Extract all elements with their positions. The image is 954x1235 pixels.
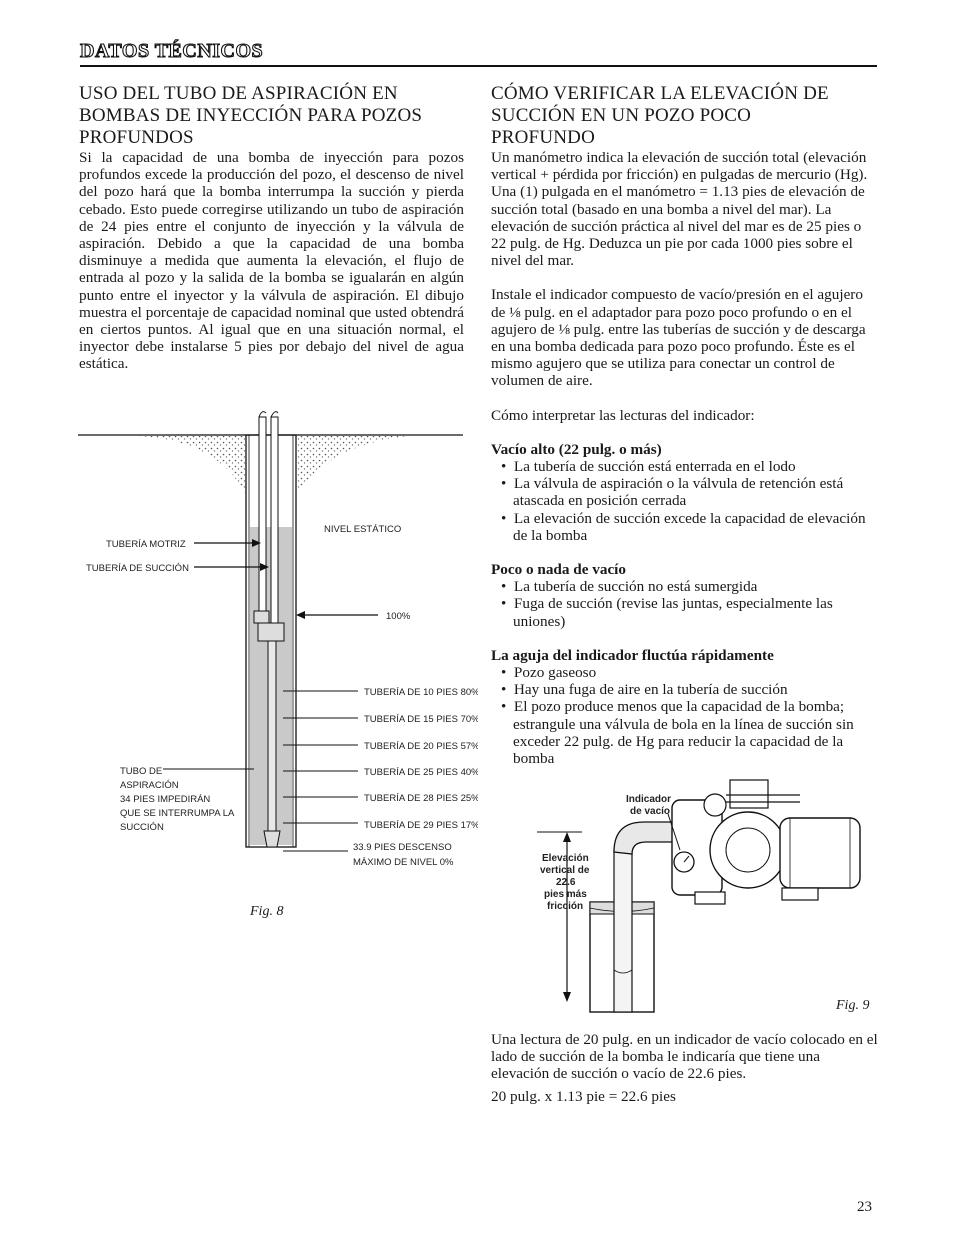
list-item: • La válvula de aspiración o la válvula de retención está atascada en posición cerrada — [501, 475, 878, 509]
reading-formula: 20 pulg. x 1.13 pie = 22.6 pies — [491, 1087, 676, 1105]
label-lift-5: fricción — [547, 901, 584, 912]
list-item: • La tubería de succión está enterrada en el lodo — [501, 458, 878, 475]
reading-example — [491, 1031, 881, 1105]
injector — [258, 623, 284, 641]
label-max-a: 33.9 PIES DESCENSO — [353, 842, 452, 853]
pump-diagram — [490, 770, 880, 1020]
right-heading: CÓMO VERIFICAR LA ELEVACIÓN DE SUCCIÓN EN UN POZO POCO PROFUNDO — [491, 83, 829, 148]
group-title-low-vacuum: Poco o nada de vacío — [491, 561, 626, 579]
suction-pipe — [614, 850, 632, 1012]
left-body: Si la capacidad de una bomba de inyección para pozos profundos excede la producción del pozo, el descenso de nivel del pozo hará que la bomba interrumpa la succión y pierda cebado. Esto puede corregirse utilizando un tubo de aspiración de 24 pies entre el conjunto de inyección y la válvula de aspiración. Debido a que la capacidad de una bomba disminuye a medida que aumenta la elevación, el flujo de entrada al pozo y la salida de la bomba se igualarán en algún punto entre el inyector y la válvula de aspiración. El dibujo muestra el porcentaje de capacidad nominal que usted obtendrá en ciertos puntos. Al igual que en una situación normal, el inyector debe instalarse 5 pies por debajo del nivel de agua estática. — [79, 149, 464, 373]
left-column — [79, 80, 464, 373]
page-number: 23 — [857, 1199, 872, 1215]
list-item: • Pozo gaseoso — [501, 664, 878, 681]
label-tail-3: 34 PIES IMPEDIRÁN — [120, 794, 211, 805]
label-tail-2: ASPIRACIÓN — [120, 780, 179, 791]
low-vacuum-list — [491, 578, 878, 630]
drive-pipe — [259, 417, 266, 612]
list-item: • Hay una fuga de aire en la tubería de succión — [501, 681, 878, 698]
right-para-2: Instale el indicador compuesto de vacío/presión en el agujero de ⅛ pulg. en el adaptador para pozo poco profundo o en el agujero de ⅛ pulg. entre las tuberías de succión y de descarga en una bomba dedicada para pozo poco profundo. Éste es el mismo agujero que se utiliza para conectar un control de volumen de aire. — [491, 286, 866, 390]
group-title-fluctuating: La aguja del indicador fluctúa rápidamente — [491, 646, 774, 664]
label-static-level: NIVEL ESTÁTICO — [324, 524, 402, 535]
fig8-caption: Fig. 8 — [250, 904, 284, 919]
label-100: 100% — [386, 611, 411, 622]
high-vacuum-list — [491, 458, 878, 544]
label-lift-3: 22.6 — [556, 877, 576, 888]
label-p28: TUBERÍA DE 28 PIES 25% — [364, 793, 478, 804]
right-para-1: Un manómetro indica la elevación de succión total (elevación vertical + pérdida por fricción) en pulgadas de mercurio (Hg). Una (1) pulgada en el manómetro = 1.13 pies de elevación de succión total (basado en una bomba a nivel del mar). La elevación de succión práctica al nivel del mar es de 25 pies o 22 pulg. de Hg. Deduzca un pie por cada 1000 pies sobre el nivel del mar. — [491, 149, 868, 270]
list-item: • El pozo produce menos que la capacidad de la bomba; estrangule una válvula de bola en la línea de succión sin exceder 22 pulg. de Hg para reducir la capacidad de la bomba — [501, 698, 878, 767]
suction-pipe-shape — [271, 417, 278, 629]
jet-body — [254, 611, 269, 623]
well-diagram — [78, 405, 478, 925]
label-p29: TUBERÍA DE 29 PIES 17% — [364, 820, 478, 831]
header-rule — [80, 65, 877, 67]
gravel-left — [138, 436, 246, 495]
label-p10: TUBERÍA DE 10 PIES 80% — [364, 687, 478, 698]
label-p15: TUBERÍA DE 15 PIES 70% — [364, 714, 478, 725]
foot-valve — [264, 831, 280, 847]
figure-8 — [78, 405, 478, 930]
label-max-b: MÁXIMO DE NIVEL 0% — [353, 857, 454, 868]
label-p20: TUBERÍA DE 20 PIES 57% — [364, 741, 478, 752]
label-tail-1: TUBO DE — [120, 766, 163, 777]
label-suction-pipe: TUBERÍA DE SUCCIÓN — [86, 563, 189, 574]
right-para-3: Cómo interpretar las lecturas del indicador: — [491, 406, 755, 424]
group-title-high-vacuum: Vacío alto (22 pulg. o más) — [491, 440, 662, 458]
label-lift-1: Elevación — [542, 853, 589, 864]
figure-9 — [490, 770, 880, 1025]
fluctuating-list — [491, 664, 878, 767]
label-gauge-2: de vacío — [630, 806, 671, 817]
list-item: • La elevación de succión excede la capacidad de elevación de la bomba — [501, 510, 878, 544]
motor — [780, 818, 860, 888]
label-tail-5: SUCCIÓN — [120, 822, 164, 833]
elbow — [614, 822, 674, 854]
gravel-right — [296, 436, 408, 495]
label-p25: TUBERÍA DE 25 PIES 40% — [364, 767, 478, 778]
label-tail-4: QUE SE INTERRUMPA LA — [120, 808, 235, 819]
tailpipe — [268, 641, 276, 831]
reading-example-text: Una lectura de 20 pulg. en un indicador de vacío colocado en el lado de succión de la bomba le indicaría que tiene una elevación de succión o vacío de 22.6 pies. — [491, 1031, 878, 1083]
left-heading: USO DEL TUBO DE ASPIRACIÓN EN BOMBAS DE INYECCIÓN PARA POZOS PROFUNDOS — [79, 83, 423, 148]
right-column — [491, 80, 878, 767]
label-lift-4: pies más — [544, 889, 587, 900]
list-item: • Fuga de succión (revise las juntas, especialmente las uniones) — [501, 595, 878, 629]
label-lift-2: vertical de — [540, 865, 590, 876]
label-gauge-1: Indicador — [626, 794, 672, 805]
list-item: • La tubería de succión no está sumergida — [501, 578, 878, 595]
fig9-caption: Fig. 9 — [836, 998, 870, 1013]
label-drive-pipe: TUBERÍA MOTRIZ — [106, 539, 186, 550]
section-header: DATOS TÉCNICOS — [80, 40, 264, 62]
